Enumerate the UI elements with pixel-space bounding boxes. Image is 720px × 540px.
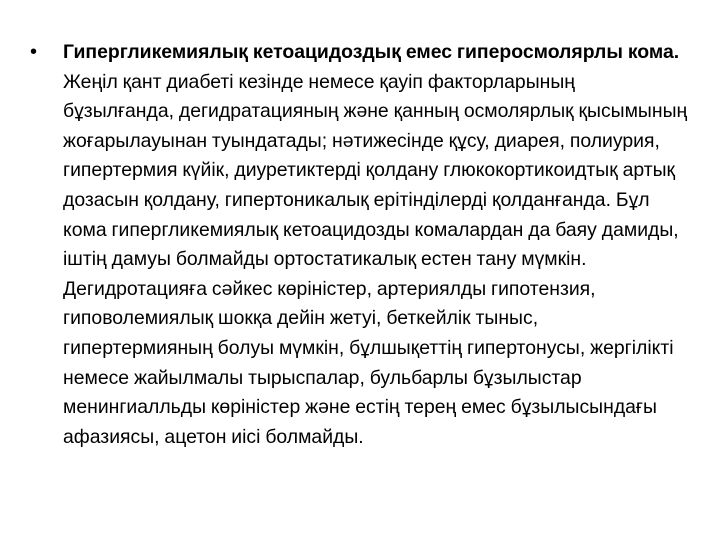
- bullet-body: Жеңіл қант диабеті кезінде немесе қауіп факторларының бұзылғанда, дегидратацияның және қанның осмолярлық қысымының жоғарылауынан туындатады; нәтижесінде құсу, диарея, полиурия, гипертермия күйік, диуретиктерді қолдану глюкокортикоидтық артық дозасын қолдану, гипертоникалық ерітінділерді қолданғанда. Бұл кома гипергликемиялық кетоацидозды комалардан да баяу дамиды, іштің дамуы болмайды ортостатикалық естен тану мүмкін. Дегидротацияға сәйкес көріністер, артериялды гипотензия, гиповолемиялық шокқа дейін жетуі, беткейлік тыныс, гипертермияның болуы мүмкін, бұлшықеттің гипертонусы, жергілікті немесе жайылмалы тырыспалар, бульбарлы бұзылыстар менингиалльды көріністер және естің терең емес бұзылысындағы афазиясы, ацетон иісі болмайды.: [63, 70, 688, 448]
- bullet-item: [30, 38, 690, 452]
- bullet-heading: Гипергликемиялық кетоацидоздық емес гиперосмолярлы кома.: [63, 41, 680, 63]
- bullet-icon: •: [30, 41, 38, 63]
- bullet-text: [63, 38, 690, 452]
